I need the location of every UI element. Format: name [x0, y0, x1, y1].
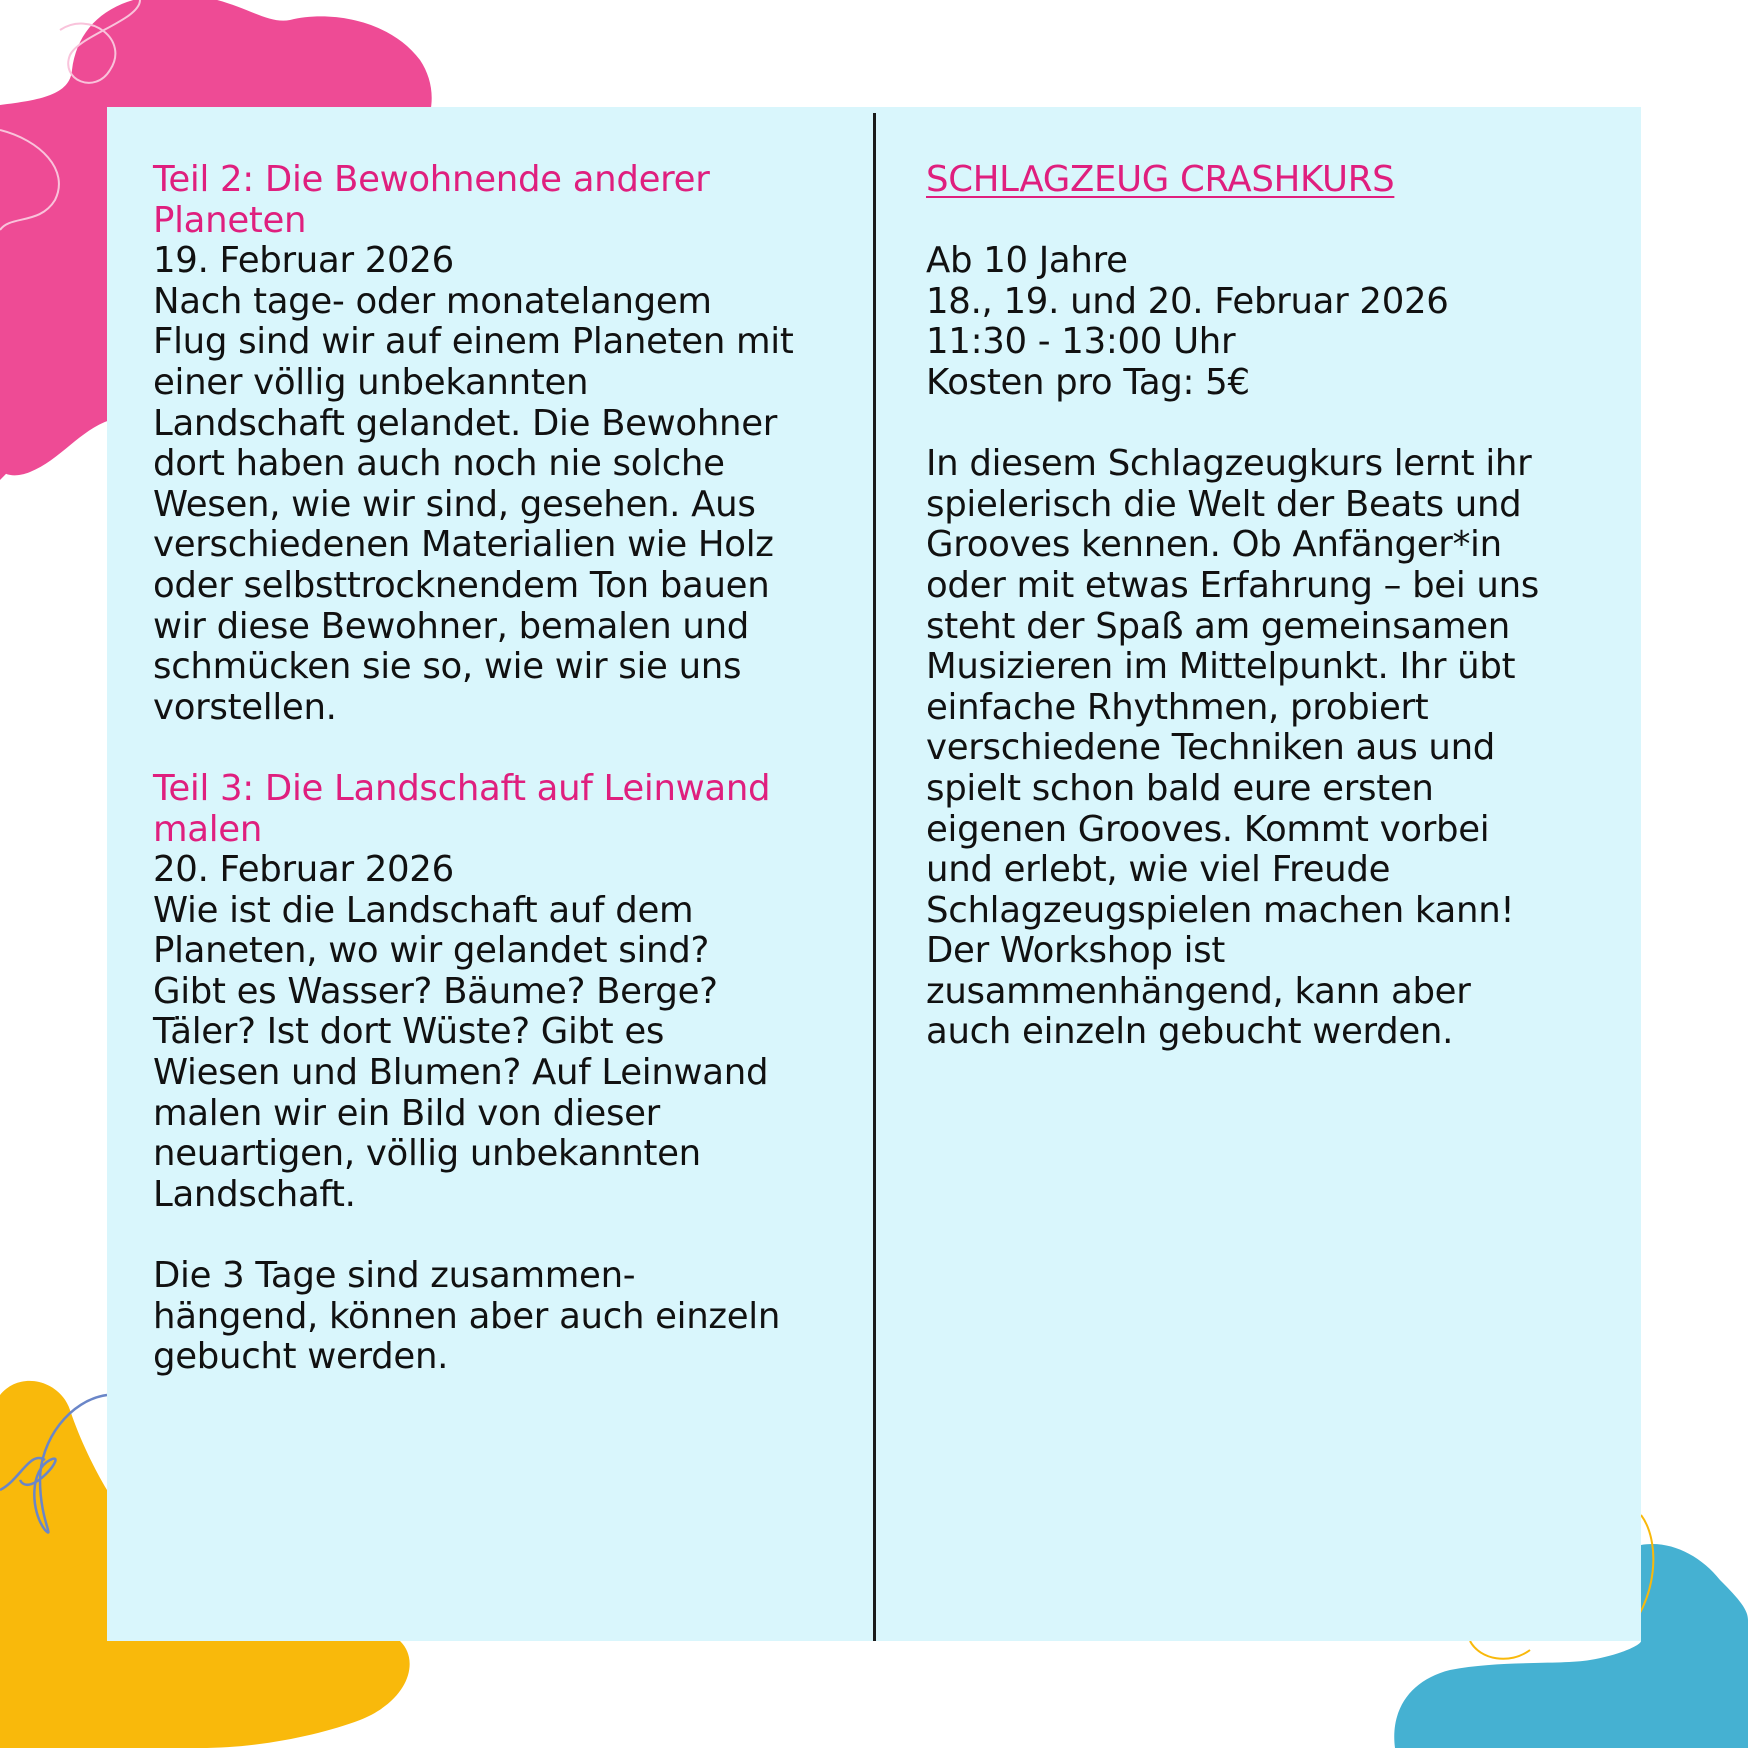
- course-body-line: eigenen Grooves. Kommt vorbei: [926, 808, 1490, 850]
- course-body-line: spielt schon bald eure ersten: [926, 767, 1434, 809]
- note-line: gebucht werden.: [153, 1336, 449, 1378]
- course-body-line: spielerisch die Welt der Beats und: [926, 483, 1522, 525]
- spacer: [926, 404, 1596, 445]
- part3-title-line2: malen: [153, 808, 263, 850]
- course-body-line: auch einzeln gebucht werden.: [926, 1011, 1454, 1053]
- part3-date: 20. Februar 2026: [153, 849, 454, 891]
- part2-body-line: einer völlig unbekannten: [153, 361, 589, 403]
- course-dates: 18., 19. und 20. Februar 2026: [926, 280, 1449, 322]
- part3-title-line1: Teil 3: Die Landschaft auf Leinwand: [153, 767, 771, 809]
- course-title: SCHLAGZEUG CRASHKURS: [926, 159, 1395, 200]
- part3-body-line: Wie ist die Landschaft auf dem: [153, 889, 694, 931]
- part2-title-line2: Planeten: [153, 199, 307, 241]
- course-body-line: Grooves kennen. Ob Anfänger*in: [926, 524, 1502, 566]
- part2-body-line: Landschaft gelandet. Die Bewohner: [153, 402, 778, 444]
- part2-body-line: vorstellen.: [153, 686, 337, 728]
- spacer: [153, 728, 843, 769]
- part2-body-line: oder selbsttrocknendem Ton bauen: [153, 564, 770, 606]
- part2-body-line: Nach tage- oder monatelangem: [153, 280, 712, 322]
- part3-body-line: Planeten, wo wir gelandet sind?: [153, 930, 710, 972]
- course-body-line: Schlagzeugspielen machen kann!: [926, 889, 1515, 931]
- course-body-line: und erlebt, wie viel Freude: [926, 849, 1391, 891]
- part3-body-line: Täler? Ist dort Wüste? Gibt es: [153, 1011, 665, 1053]
- note-line: Die 3 Tage sind zusammen-: [153, 1255, 636, 1297]
- course-body-line: zusammenhängend, kann aber: [926, 970, 1471, 1012]
- course-body-line: Musizieren im Mittelpunkt. Ihr übt: [926, 646, 1516, 688]
- right-column: [926, 160, 1596, 1053]
- column-divider: [873, 113, 876, 1641]
- part2-title-line1: Teil 2: Die Bewohnende anderer: [153, 159, 710, 200]
- spacer: [926, 201, 1596, 242]
- part3-body-line: malen wir ein Bild von dieser: [153, 1092, 660, 1134]
- course-time: 11:30 - 13:00 Uhr: [926, 321, 1236, 363]
- note-line: hängend, können aber auch einzeln: [153, 1295, 781, 1337]
- part2-date: 19. Februar 2026: [153, 240, 454, 282]
- part3-body-line: Gibt es Wasser? Bäume? Berge?: [153, 970, 718, 1012]
- course-body-line: In diesem Schlagzeugkurs lernt ihr: [926, 443, 1532, 485]
- course-body-line: oder mit etwas Erfahrung – bei uns: [926, 564, 1539, 606]
- part3-body-line: neuartigen, völlig unbekannten: [153, 1133, 701, 1175]
- part3-body-line: Landschaft.: [153, 1173, 356, 1215]
- left-column: [153, 160, 843, 1378]
- course-cost: Kosten pro Tag: 5€: [926, 361, 1250, 403]
- spacer: [153, 1215, 843, 1256]
- course-body-line: einfache Rhythmen, probiert: [926, 686, 1429, 728]
- part2-body-line: Flug sind wir auf einem Planeten mit: [153, 321, 794, 363]
- part2-body-line: schmücken sie so, wie wir sie uns: [153, 646, 742, 688]
- course-age: Ab 10 Jahre: [926, 240, 1128, 282]
- course-body-line: steht der Spaß am gemeinsamen: [926, 605, 1510, 647]
- part2-body-line: verschiedenen Materialien wie Holz: [153, 524, 774, 566]
- part2-body-line: wir diese Bewohner, bemalen und: [153, 605, 750, 647]
- part2-body-line: Wesen, wie wir sind, gesehen. Aus: [153, 483, 756, 525]
- course-body-line: verschiedene Techniken aus und: [926, 727, 1496, 769]
- part3-body-line: Wiesen und Blumen? Auf Leinwand: [153, 1052, 769, 1094]
- course-body-line: Der Workshop ist: [926, 930, 1225, 972]
- part2-body-line: dort haben auch noch nie solche: [153, 443, 725, 485]
